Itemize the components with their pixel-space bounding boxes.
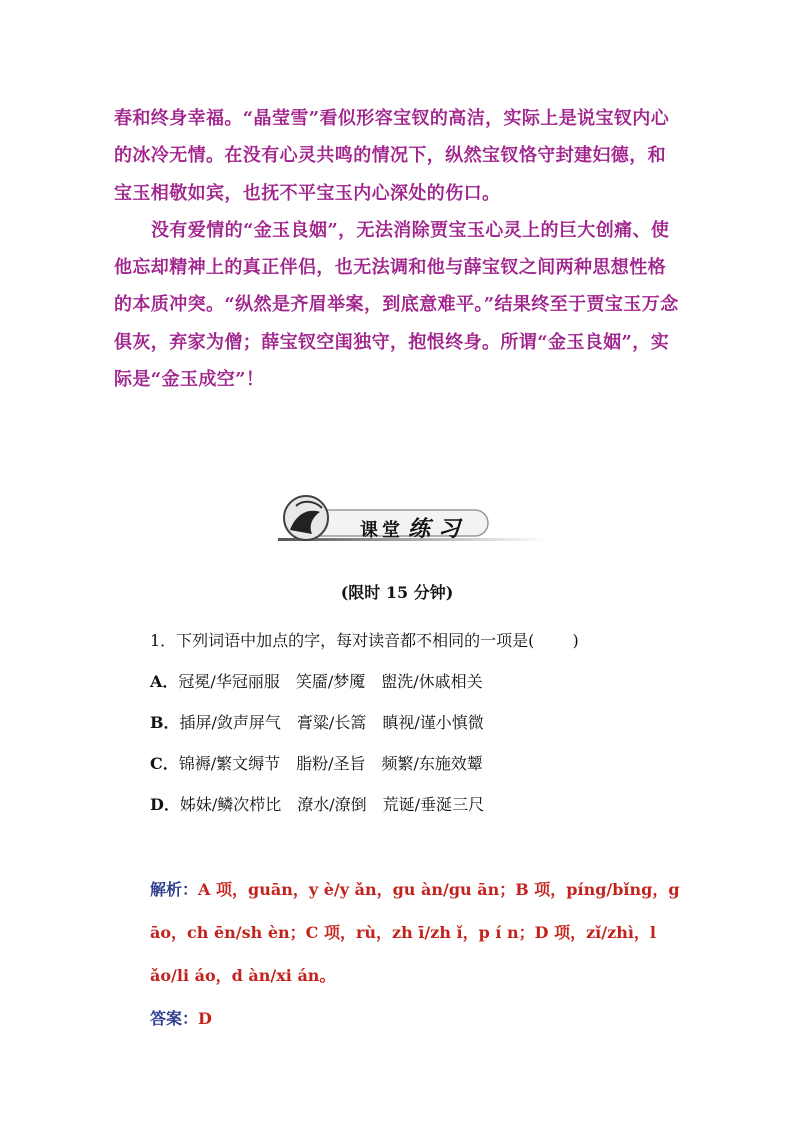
banner-title-a: 课堂 xyxy=(360,520,404,541)
question-1 xyxy=(150,620,710,825)
reading-passage xyxy=(114,100,684,398)
answer-label: 答案： xyxy=(150,1009,199,1028)
option-d: D．姊妹/鳞次栉比 潦水/潦倒 荒诞/垂涎三尺 xyxy=(150,795,485,814)
analysis-label: 解析： xyxy=(150,880,199,899)
banner-title-b: 练习 xyxy=(408,516,469,542)
option-b: B．插屏/敛声屏气 膏粱/长篙 瞋视/谨小慎微 xyxy=(150,713,484,732)
question-stem: 1．下列词语中加点的字，每对读音都不相同的一项是( ) xyxy=(150,631,579,650)
option-a: A．冠冕/华冠丽服 笑靥/梦魇 盥洗/休戚相关 xyxy=(150,672,483,691)
banner-title xyxy=(360,512,468,543)
answer-line xyxy=(114,997,684,1040)
option-c: C．锦褥/繁文缛节 脂粉/圣旨 频繁/东施效颦 xyxy=(150,754,483,773)
section-banner xyxy=(268,494,548,550)
time-limit: (限时 15 分钟) xyxy=(340,583,454,602)
analysis-text: 解析：A 项，guān，y è/y ǎn，gu àn/gu ān；B 项，píng/bǐng，g āo，ch ēn/sh èn；C 项，rù，zh ī/zh ǐ，p í n；D 项，zǐ/zhì，l ǎo/li áo，d àn/xi án。 xyxy=(150,880,680,985)
passage-paragraph-1: 春和终身幸福。“晶莹雪”看似形容宝钗的高洁，实际上是说宝钗内心的冰冷无情。在没有心灵共鸣的情况下，纵然宝钗恪守封建妇德，和宝玉相敬如宾，也抚不平宝玉内心深处的伤口。 xyxy=(114,108,670,204)
passage-paragraph-2: 没有爱情的“金玉良姻”，无法消除贾宝玉心灵上的巨大创痛、使他忘却精神上的真正伴侣，也无法调和他与薛宝钗之间两种思想性格的本质冲突。“纵然是齐眉举案，到底意难平。”结果终至于贾宝玉万念俱灰，弃家为僧；薛宝钗空闺独守，抱恨终身。所谓“金玉良姻”，实际是“金玉成空”！ xyxy=(114,219,679,391)
answer-value: D xyxy=(198,1009,212,1028)
analysis-section xyxy=(114,868,684,1040)
